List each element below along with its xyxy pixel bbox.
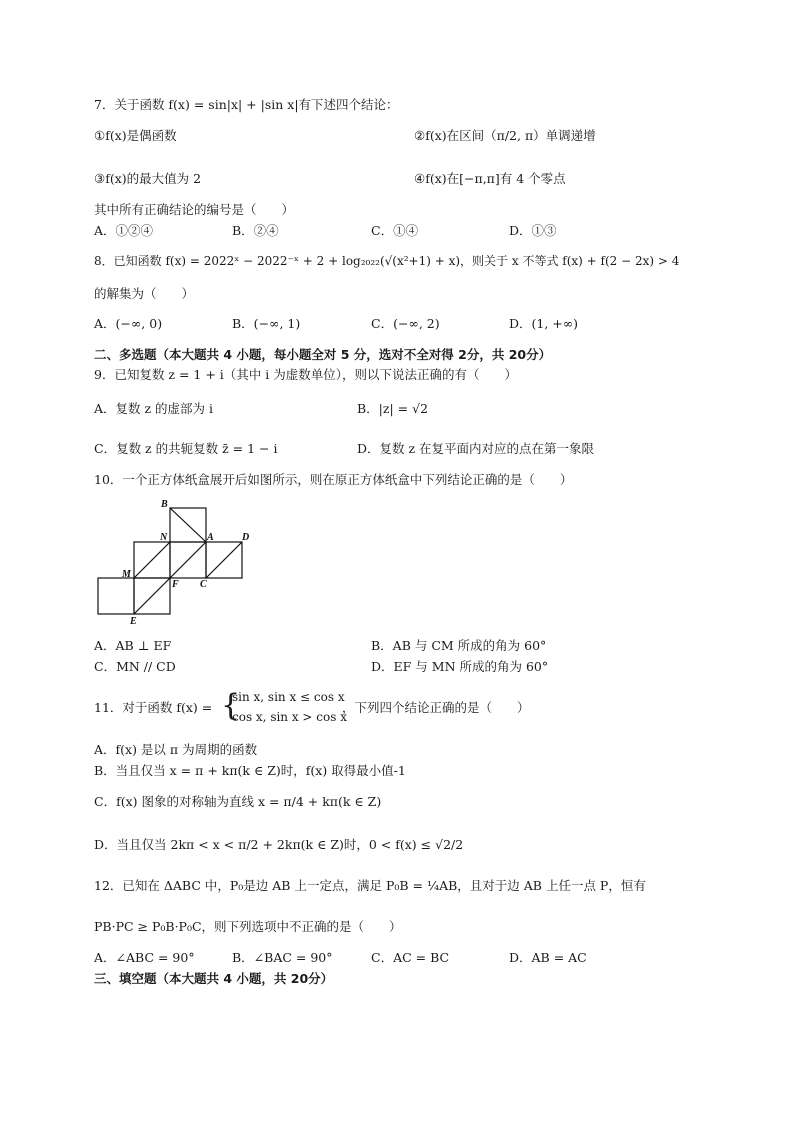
q9-option-b[interactable]: B．|z| = √2 [357,401,429,416]
label-f: F [172,579,179,590]
q9-stem: 9．已知复数 z = 1 + i（其中 i 为虚数单位），则以下说法正确的有（ ） [94,367,517,382]
q12-option-b[interactable]: B．∠BAC = 90° [232,950,333,965]
q8-option-c[interactable]: C．(−∞, 2) [371,316,440,331]
q8-stem: 8．已知函数 f(x) = 2022ˣ − 2022⁻ˣ + 2 + log₂₀₂₂(√(x²+1) + x)，则关于 x 不等式 f(x) + f(2 − 2x) > 4 [94,254,680,268]
label-b: B [161,499,168,510]
label-d: D [242,532,250,543]
q8-option-b[interactable]: B．(−∞, 1) [232,316,301,331]
net-square-bottom-1 [98,578,134,614]
label-c: C [200,579,207,590]
q7-option-d[interactable]: D．①③ [509,223,557,238]
cube-net-figure [90,496,270,626]
q7-statement-4: ④f(x)在[−π,π]有 4 个零点 [414,171,566,186]
net-diagonal-fe [134,578,170,614]
q8-stem-continued: 的解集为（ ） [94,286,195,301]
net-diagonal-af [170,542,206,578]
q11-case-1: sin x, sin x ≤ cos x [232,690,345,704]
q9-option-a[interactable]: A．复数 z 的虚部为 i [94,401,214,416]
label-n: N [160,532,168,543]
q7-statement-1: ①f(x)是偶函数 [94,128,177,143]
q11-case-2: cos x, sin x > cos x [232,710,347,724]
q10-option-d[interactable]: D．EF 与 MN 所成的角为 60° [371,659,549,674]
q11-option-b[interactable]: B．当且仅当 x = π + kπ(k ∈ Z)时，f(x) 取得最小值-1 [94,763,406,778]
net-diagonal-dc [206,542,242,578]
label-e: E [130,616,137,626]
q7-statement-3: ③f(x)的最大值为 2 [94,171,202,186]
q8-option-a[interactable]: A．(−∞, 0) [94,316,163,331]
q7-option-a[interactable]: A．①②④ [94,223,154,238]
net-diagonal-ba [170,508,206,542]
q12-option-c[interactable]: C．AC = BC [371,950,450,965]
q9-option-c[interactable]: C．复数 z 的共轭复数 z̄ = 1 − i [94,441,278,456]
q11-option-a[interactable]: A．f(x) 是以 π 为周期的函数 [94,742,258,757]
net-diagonal-nm [134,542,170,578]
q9-option-d[interactable]: D．复数 z 在复平面内对应的点在第一象限 [357,441,595,456]
q7-option-c[interactable]: C．①④ [371,223,419,238]
q11-stem-pre: 11．对于函数 f(x) = [94,700,213,715]
q11-brace: { [221,688,241,723]
q12-stem-continued: PB·PC ≥ P₀B·P₀C，则下列选项中不正确的是（ ） [94,919,402,934]
q7-option-b[interactable]: B．②④ [232,223,279,238]
label-a: A [207,532,214,543]
q12-option-a[interactable]: A．∠ABC = 90° [94,950,195,965]
q7-question: 其中所有正确结论的编号是（ ） [94,202,295,217]
q10-option-a[interactable]: A．AB ⊥ EF [94,638,172,653]
q12-option-d[interactable]: D．AB = AC [509,950,587,965]
q7-statement-2: ②f(x)在区间（π/2, π）单调递增 [414,128,596,143]
section-2-heading: 二、多选题（本大题共 4 小题，每小题全对 5 分，选对不全对得 2分，共 20分） [94,347,552,362]
q12-stem: 12．已知在 ΔABC 中，P₀是边 AB 上一定点，满足 P₀B = ¼AB，且对于边 AB 上任一点 P，恒有 [94,878,646,893]
q10-stem: 10．一个正方体纸盒展开后如图所示，则在原正方体纸盒中下列结论正确的是（ ） [94,472,573,487]
q11-option-d[interactable]: D．当且仅当 2kπ < x < π/2 + 2kπ(k ∈ Z)时，0 < f(x) ≤ √2/2 [94,837,464,852]
q10-option-b[interactable]: B．AB 与 CM 所成的角为 60° [371,638,547,653]
q11-stem-post: ，下列四个结论正确的是（ ） [342,700,530,715]
q8-option-d[interactable]: D．(1, +∞) [509,316,579,331]
q11-option-c[interactable]: C．f(x) 图象的对称轴为直线 x = π/4 + kπ(k ∈ Z) [94,794,382,809]
q10-option-c[interactable]: C．MN // CD [94,659,176,674]
q7-stem: 7．关于函数 f(x) = sin|x| + |sin x|有下述四个结论： [94,97,399,112]
section-3-heading: 三、填空题（本大题共 4 小题，共 20分） [94,971,334,986]
label-m: M [122,569,131,580]
